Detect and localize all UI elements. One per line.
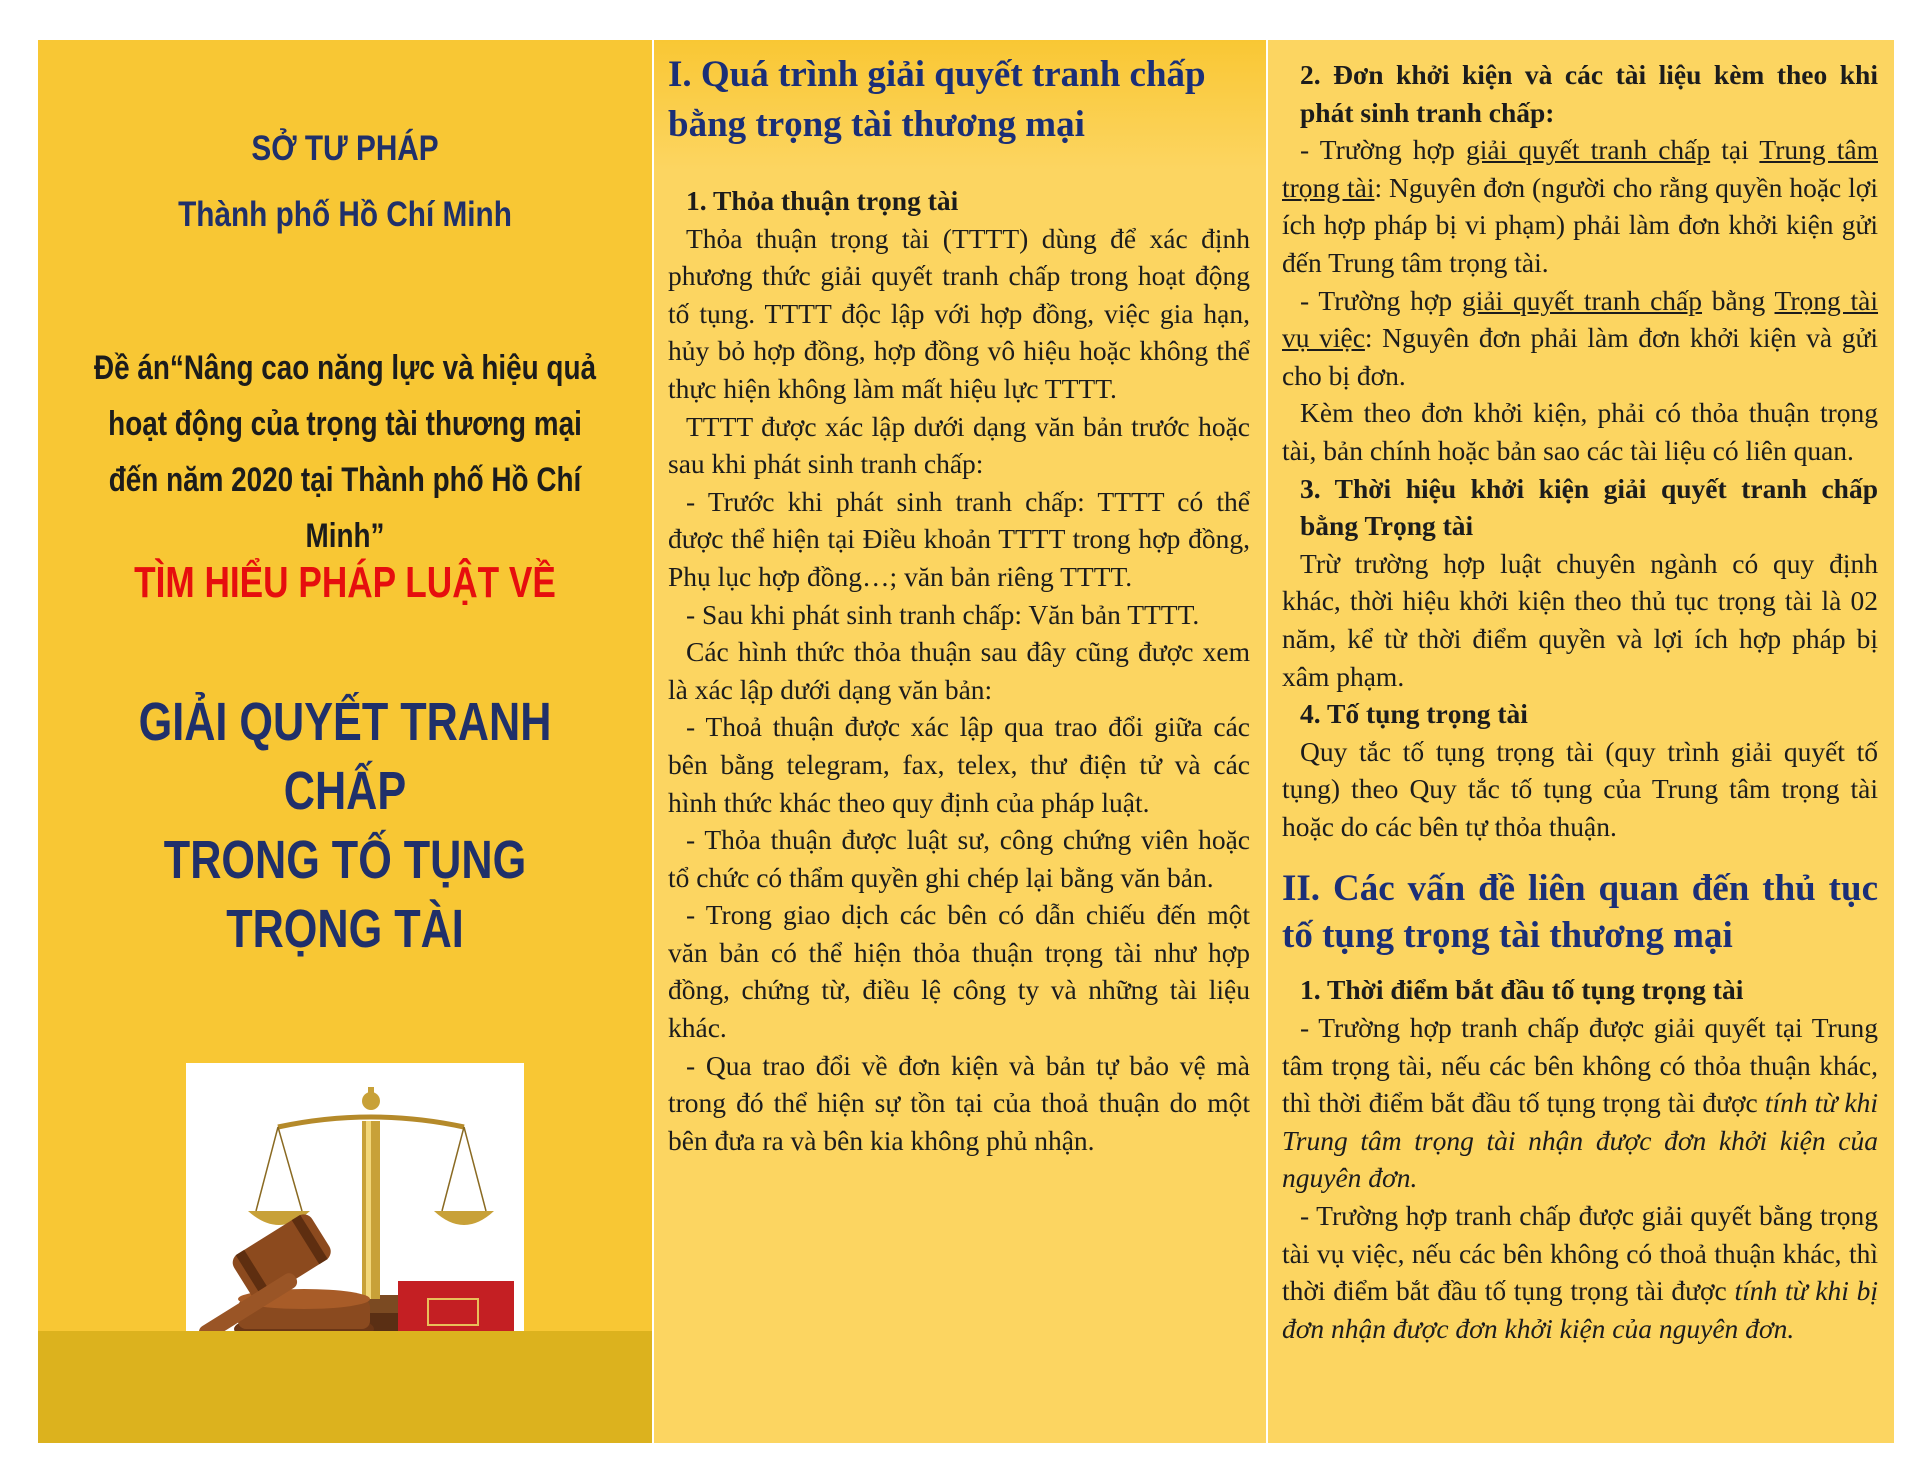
section-1-panel xyxy=(654,40,1266,1443)
italic-text: tính từ khi bị đơn nhận được đơn khởi kiện của nguyên đơn. xyxy=(1282,1275,1878,1344)
text: - Trường hợp xyxy=(1300,134,1467,166)
section-2-body xyxy=(1268,40,1894,1347)
text: : Nguyên đơn phải làm đơn khởi kiện và gửi cho bị đơn. xyxy=(1282,322,1878,391)
arbitration-agreement-heading: 1. Thỏa thuận trọng tài xyxy=(686,185,959,216)
text: - Trường hợp tranh chấp được giải quyết tại Trung tâm trọng tài, nếu các bên không có thỏa thuận khác, thì thời điểm bắt đầu tố tụng trọng tài được xyxy=(1282,1012,1878,1119)
cover-bottom-band xyxy=(38,1331,652,1443)
topic-line: TRONG TỐ TỤNG xyxy=(163,830,527,890)
project-line: đến năm 2020 tại Thành phố Hồ Chí Minh” xyxy=(108,461,582,555)
section-2-title: II. Các vấn đề liên quan đến thủ tục tố tụng trọng tài thương mại xyxy=(1282,868,1878,957)
paragraph: - Qua trao đổi về đơn kiện và bản tự bảo vệ mà trong đó thể hiện sự tồn tại của thoả thuận do một bên đưa ra và bên kia không phủ nhận. xyxy=(668,1049,1250,1156)
start-time-heading: 1. Thời điểm bắt đầu tố tụng trọng tài xyxy=(1300,974,1744,1006)
procedure-heading: 4. Tố tụng trọng tài xyxy=(1300,698,1528,730)
petition-heading: 2. Đơn khởi kiện và các tài liệu kèm theo khi phát sinh tranh chấp: xyxy=(1300,59,1878,128)
paragraph: - Trước khi phát sinh tranh chấp: TTTT có thể được thể hiện tại Điều khoản TTTT trong hợp đồng, Phụ lục hợp đồng…; văn bản riêng TTTT. xyxy=(668,485,1250,592)
section-2-panel xyxy=(1268,40,1894,1443)
paragraph xyxy=(1282,1009,1878,1197)
topic-line: GIẢI QUYẾT TRANH CHẤP xyxy=(138,692,552,821)
paragraph: - Trong giao dịch các bên có dẫn chiếu đến một văn bản có thể hiện thỏa thuận trọng tài như hợp đồng, chứng từ, điều lệ công ty và những tài liệu khác. xyxy=(668,899,1250,1044)
paragraph xyxy=(1282,131,1878,281)
paragraph: TTTT được xác lập dưới dạng văn bản trước hoặc sau khi phát sinh tranh chấp: xyxy=(668,410,1250,480)
agency-city: Thành phố Hồ Chí Minh xyxy=(178,195,512,234)
underlined-text: Trọng tài vụ việc xyxy=(1282,284,1879,354)
project-line: Đề án“Nâng cao năng lực và hiệu quả xyxy=(93,349,596,387)
paragraph: - Thoả thuận được xác lập qua trao đổi giữa các bên bằng telegram, fax, telex, thư điện tử và các hình thức khác theo quy định của pháp luật. xyxy=(668,711,1250,818)
paragraph: - Thỏa thuận được luật sư, công chứng viên hoặc tổ chức có thẩm quyền ghi chép lại bằng văn bản. xyxy=(668,824,1250,893)
underlined-text: Trung tâm trọng tài xyxy=(1282,134,1878,203)
text: - Trường hợp xyxy=(1300,284,1462,316)
italic-text: tính từ khi Trung tâm trọng tài nhận được đơn khởi kiện của nguyên đơn. xyxy=(1282,1087,1878,1194)
paragraph: Quy tắc tố tụng trọng tài (quy trình giải quyết tố tụng) theo Quy tắc tố tụng của Trung tâm trọng tài hoặc do các bên tự thỏa thuận. xyxy=(1282,735,1878,842)
project-line: hoạt động của trọng tài thương mại xyxy=(108,405,582,443)
paragraph: Thỏa thuận trọng tài (TTTT) dùng để xác định phương thức giải quyết tranh chấp trong hoạt động tố tụng. TTTT độc lập với hợp đồng, việc gia hạn, hủy bỏ hợp đồng, hợp đồng vô hiệu hoặc không thể thực hiện không làm mất hiệu lực TTTT. xyxy=(668,222,1250,404)
underlined-text: giải quyết tranh chấp xyxy=(1466,134,1711,166)
text: - Trường hợp tranh chấp được giải quyết bằng trọng tài vụ việc, nếu các bên không có thoả thuận khác, thì thời điểm bắt đầu tố tụng trọng tài được xyxy=(1282,1200,1878,1307)
agency-block xyxy=(84,116,606,248)
text: : Nguyên đơn (người cho rằng quyền hoặc lợi ích hợp pháp bị vi phạm) phải làm đơn khởi kiện gửi đến Trung tâm trọng tài. xyxy=(1282,171,1878,278)
underlined-text: giải quyết tranh chấp xyxy=(1461,284,1703,316)
section-1-body xyxy=(654,170,1266,1159)
section-1-title: I. Quá trình giải quyết tranh chấp bằng trọng tài thương mại xyxy=(654,40,1266,170)
agency-name: SỞ TƯ PHÁP xyxy=(251,129,439,168)
paragraph: Trừ trường hợp luật chuyên ngành có quy định khác, thời hiệu khởi kiện theo thủ tục trọng tài là 02 năm, kể từ thời điểm quyền và lợi ích hợp pháp bị xâm phạm. xyxy=(1282,547,1878,692)
text: bằng xyxy=(1702,284,1775,316)
paragraph: - Sau khi phát sinh tranh chấp: Văn bản TTTT. xyxy=(686,598,1200,630)
topic-heading xyxy=(99,688,590,964)
text: tại xyxy=(1710,134,1760,166)
paragraph: Kèm theo đơn khởi kiện, phải có thỏa thuận trọng tài, bản chính hoặc bản sao các tài liệu có liên quan. xyxy=(1282,397,1878,466)
limitation-heading: 3. Thời hiệu khởi kiện giải quyết tranh chấp bằng Trọng tài xyxy=(1300,472,1878,542)
project-title xyxy=(93,340,596,564)
paragraph: Các hình thức thỏa thuận sau đây cũng được xem là xác lập dưới dạng văn bản: xyxy=(668,636,1250,705)
lead-heading: TÌM HIỂU PHÁP LUẬT VỀ xyxy=(134,558,556,607)
paragraph xyxy=(1282,1197,1878,1347)
paragraph xyxy=(1282,282,1878,395)
topic-line: TRỌNG TÀI xyxy=(226,899,464,959)
cover-panel xyxy=(38,40,652,1443)
